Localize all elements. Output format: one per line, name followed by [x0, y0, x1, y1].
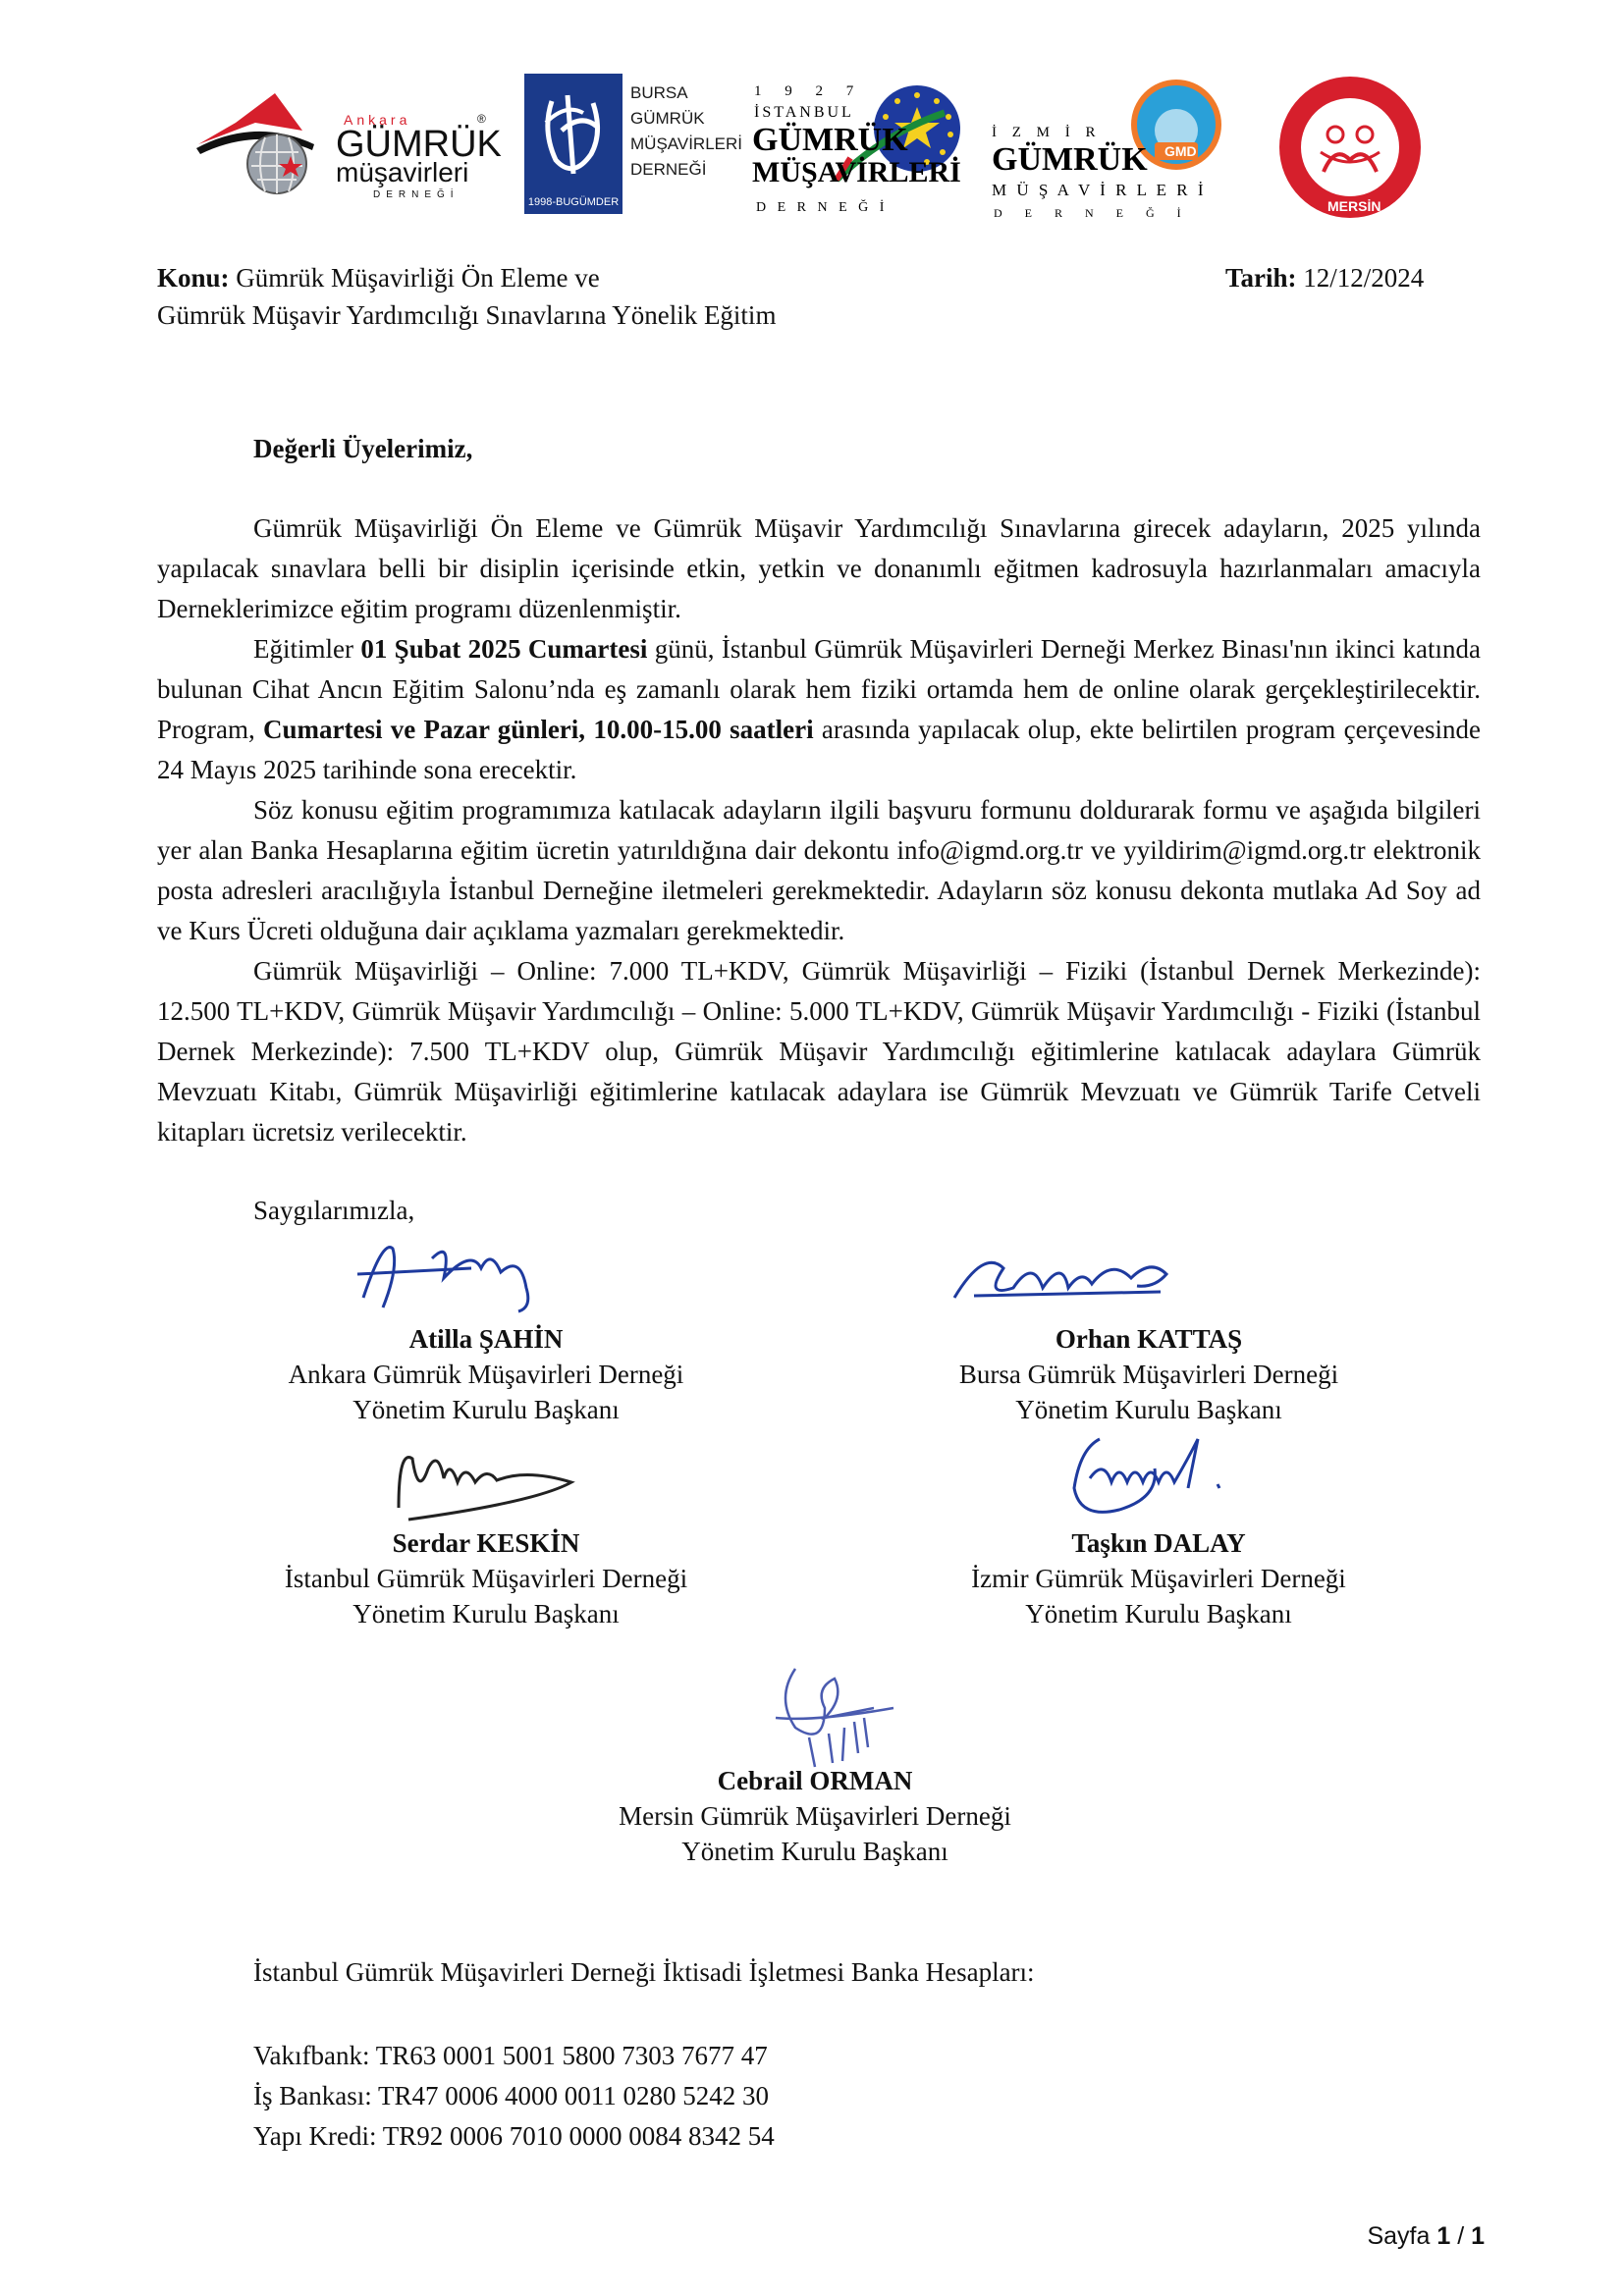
signatory-name: Orhan KATTAŞ	[1055, 1324, 1243, 1354]
signatory-izmir	[943, 1525, 1375, 1631]
subject-line2: Gümrük Müşavir Yardımcılığı Sınavlarına Yönelik Eğitim	[157, 300, 777, 330]
istanbul-logo-line2: MÜŞAVİRLERİ	[752, 156, 961, 188]
svg-text:®: ®	[477, 112, 486, 126]
signatory-name: Serdar KESKİN	[392, 1528, 580, 1558]
signatory-org: Ankara Gümrük Müşavirleri Derneği	[288, 1360, 684, 1389]
signatory-title: Yönetim Kurulu Başkanı	[1025, 1599, 1292, 1629]
signatory-title: Yönetim Kurulu Başkanı	[681, 1837, 948, 1866]
bursa-logo-mark	[524, 74, 623, 214]
istanbul-logo	[748, 74, 974, 221]
ankara-logo-line3: DERNEĞİ	[373, 189, 460, 200]
izmir-logo	[990, 74, 1235, 221]
signature-ankara	[353, 1229, 560, 1317]
signatory-org: Mersin Gümrük Müşavirleri Derneği	[619, 1801, 1011, 1831]
signature-izmir	[1060, 1429, 1257, 1527]
izmir-logo-city: İ Z M İ R	[992, 125, 1102, 140]
paragraph-2: Eğitimler 01 Şubat 2025 Cumartesi günü, İstanbul Gümrük Müşavirleri Derneği Merkez Binası'nın ikinci katında bulunan Cihat Ancın Eğitim Salonu’nda eş zamanlı olarak hem fiziki ortamda hem de online olarak gerçekleştirilecektir. Program, Cumartesi ve Pazar günleri, 10.00-15.00 saatleri arasında yapılacak olup, ekte belirtilen program çerçevesinde 24 Mayıs 2025 tarihinde sona erecektir.	[157, 634, 1481, 784]
signatory-title: Yönetim Kurulu Başkanı	[352, 1599, 620, 1629]
ankara-logo-line1: GÜMRÜK	[336, 124, 502, 165]
greeting: Değerli Üyelerimiz,	[253, 434, 473, 463]
date	[1225, 259, 1424, 296]
istanbul-logo-year: 1 9 2 7	[754, 83, 864, 99]
izmir-logo-line3: D E R N E Ğ İ	[994, 206, 1191, 220]
istanbul-logo-line3: D E R N E Ğ İ	[756, 200, 889, 215]
subject-label: Konu:	[157, 263, 230, 293]
bank-account-yapikredi: Yapı Kredi: TR92 0006 7010 0000 0084 8342 54	[253, 2121, 775, 2151]
signature-mersin	[756, 1659, 913, 1777]
istanbul-logo-line1: GÜMRÜK	[752, 122, 908, 158]
bank-accounts-list	[253, 2036, 775, 2157]
mersin-logo-city: MERSİN	[1327, 198, 1381, 214]
date-label: Tarih:	[1225, 263, 1297, 293]
paragraph-3: Söz konusu eğitim programımıza katılacak adayların ilgili başvuru formunu doldurarak formu ve aşağıda bilgileri yer alan Banka Hesaplarına eğitim ücretin yatırıldığına dair dekontu info@igmd.org.tr ve yyildirim@igmd.org.tr elektronik posta adresleri aracılığıyla İstanbul Derneğine iletmeleri gerekmektedir. Adayların söz konusu dekonta mutlaka Ad Soy ad ve Kurs Ücreti olduğuna dair açıklama yazmaları gerekmektedir.	[157, 795, 1481, 945]
signature-bursa	[945, 1239, 1180, 1317]
signatory-title: Yönetim Kurulu Başkanı	[352, 1395, 620, 1424]
signatory-mersin	[569, 1763, 1060, 1869]
istanbul-logo-city: İSTANBUL	[754, 104, 854, 121]
ankara-logo-small: Ankara	[344, 112, 411, 128]
closing: Saygılarımızla,	[253, 1196, 415, 1225]
signatory-org: İzmir Gümrük Müşavirleri Derneği	[971, 1564, 1346, 1593]
izmir-logo-line2: M Ü Ş A V İ R L E R İ	[992, 181, 1207, 199]
ankara-logo-line2: müşavirleri	[336, 157, 469, 187]
ankara-logo	[196, 83, 511, 201]
signatory-name: Taşkın DALAY	[1071, 1528, 1246, 1558]
bank-accounts-title: İstanbul Gümrük Müşavirleri Derneği İktisadi İşletmesi Banka Hesapları:	[253, 1957, 1035, 1987]
signatory-name: Cebrail ORMAN	[717, 1766, 913, 1795]
bursa-logo-year: 1998-BUGÜMDER	[527, 196, 620, 208]
signatory-title: Yönetim Kurulu Başkanı	[1015, 1395, 1282, 1424]
signatory-ankara	[255, 1321, 717, 1427]
bursa-logo-text: BURSA GÜMRÜK MÜŞAVİRLERİ DERNEĞİ	[630, 83, 742, 179]
izmir-logo-line1: GÜMRÜK	[992, 141, 1148, 178]
signatory-org: İstanbul Gümrük Müşavirleri Derneği	[284, 1564, 688, 1593]
date-value: 12/12/2024	[1303, 263, 1425, 293]
signature-istanbul	[389, 1439, 585, 1527]
page-number: Sayfa 1 / 1	[1367, 2222, 1485, 2250]
signatory-org: Bursa Gümrük Müşavirleri Derneği	[958, 1360, 1339, 1389]
signatory-bursa	[933, 1321, 1365, 1427]
paragraph-1: Gümrük Müşavirliği Ön Eleme ve Gümrük Müşavir Yardımcılığı Sınavlarına girecek adayların, 2025 yılında yapılacak sınavlara belli bir disiplin içerisinde etkin, yetkin ve donanımlı eğitmen kadrosuyla hazırlanmaları amacıyla Derneklerimizce eğitim programı düzenlenmiştir.	[157, 513, 1481, 623]
mersin-logo	[1276, 74, 1424, 221]
subject-line1: Gümrük Müşavirliği Ön Eleme ve	[236, 263, 600, 293]
bank-account-vakifbank: Vakıfbank: TR63 0001 5001 5800 7303 7677 47	[253, 2041, 768, 2070]
bank-account-isbankasi: İş Bankası: TR47 0006 4000 0011 0280 5242 30	[253, 2081, 769, 2110]
izmir-logo-badge: GMD	[1164, 143, 1197, 159]
signatory-name: Atilla ŞAHİN	[408, 1324, 564, 1354]
signatory-istanbul	[245, 1525, 727, 1631]
letter-body	[157, 508, 1481, 1152]
paragraph-4: Gümrük Müşavirliği – Online: 7.000 TL+KDV, Gümrük Müşavirliği – Fiziki (İstanbul Dernek Merkezinde): 12.500 TL+KDV, Gümrük Müşavir Yardımcılığı – Online: 5.000 TL+KDV, Gümrük Müşavir Yardımcılığı - Fiziki (İstanbul Dernek Merkezinde): 7.500 TL+KDV olup, Gümrük Müşavir Yardımcılığı eğitimlerine katılacak adaylara Gümrük Mevzuatı Kitabı, Gümrük Müşavirliği eğitimlerine katılacak adaylara ise Gümrük Mevzuatı ve Gümrük Tarife Cetveli kitapları ücretsiz verilecektir.	[157, 956, 1481, 1147]
subject	[157, 259, 776, 334]
